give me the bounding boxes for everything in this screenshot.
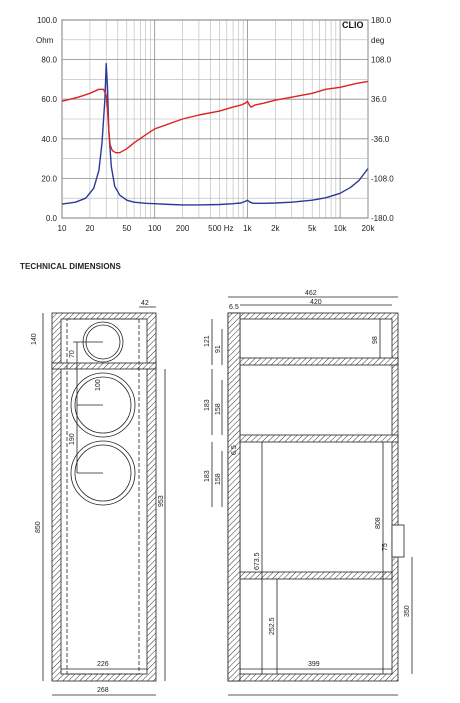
y-right-tick-label: -108.0 [371,174,394,184]
y-right-tick-label: -180.0 [371,214,394,223]
y-right-tick-label: 180.0 [371,16,392,25]
side-label-mid-b: 158 [215,403,222,415]
side-view [212,297,412,695]
front-view [43,307,165,695]
side-label-bottom: 399 [308,661,320,668]
x-tick-label: 20k [361,224,375,233]
side-shelf-2 [228,435,398,442]
x-tick-label: 50 [122,224,132,233]
side-label-top-b: 91 [215,345,222,353]
y-left-tick-label: 40.0 [41,134,57,144]
dim-label-overall-height: 850 [35,521,42,533]
side-shelf-3 [240,572,392,579]
y-right-tick-label: -36.0 [371,134,390,144]
side-label-top-a: 121 [204,335,211,347]
side-label-top-right: 98 [372,336,379,344]
y-left-tick-label: 20.0 [41,174,57,184]
side-label-low-b: 158 [215,473,222,485]
side-label-mid-a: 183 [204,399,211,411]
side-label-outer-depth: 462 [305,290,317,297]
y-left-tick-label: 100.0 [36,16,57,25]
y-left-tick-label: 80.0 [41,55,57,65]
dim-label-tweeter: 70 [69,350,76,358]
x-tick-label: 20 [85,224,95,233]
section-title: TECHNICAL DIMENSIONS [20,262,121,271]
side-label-long-a: 673.5 [254,552,261,570]
side-port [392,525,404,557]
y-right-tick-label: 108.0 [371,55,392,65]
side-label-lower-a: 252.5 [269,617,276,635]
dim-label-woofer-pitch: 190 [69,433,76,445]
y-left-tick-label: 0.0 [45,214,57,223]
side-inner-cavity [240,319,392,674]
x-tick-label: 200 [175,224,190,233]
left-axis-unit: Ohm [36,36,54,45]
x-tick-label: 10 [57,224,67,233]
x-tick-label: 500 Hz [208,224,234,233]
dim-label-internal-height: 953 [158,495,165,507]
y-left-tick-label: 60.0 [41,95,57,105]
right-axis-ticks [371,16,394,223]
left-axis-ticks [37,16,58,223]
x-tick-label: 10k [333,224,347,233]
side-label-low-a: 183 [204,470,211,482]
x-tick-label: 100 [148,224,162,233]
side-label-small: 6.5 [231,445,238,455]
dim-label-outer-width: 268 [97,687,109,694]
side-label-inner-depth: 420 [310,299,322,306]
x-tick-label: 5k [307,224,317,233]
side-label-port: 75 [382,543,389,551]
x-tick-label: 2k [271,224,280,233]
side-front-baffle [228,313,240,681]
dim-label-woofer-gap: 100 [95,379,102,391]
side-label-long-b: 808 [375,517,382,529]
front-inner-cavity [61,319,147,674]
impedance-phase-chart [0,0,460,250]
dim-label-inner-width: 226 [97,661,109,668]
clio-brand: CLIO [342,20,364,30]
right-axis-unit: deg [371,36,385,45]
x-axis-ticks [58,224,376,233]
x-tick-label: 1k [243,224,252,233]
dim-label-top-wall: 42 [141,300,149,307]
side-label-lower-b: 350 [404,605,411,617]
side-label-wall: 6.5 [229,304,239,311]
technical-drawing [0,285,460,703]
front-top-divider [52,363,156,369]
side-shelf-1 [228,358,398,365]
y-right-tick-label: 36.0 [371,95,387,105]
dim-label-top-height: 140 [31,333,38,345]
